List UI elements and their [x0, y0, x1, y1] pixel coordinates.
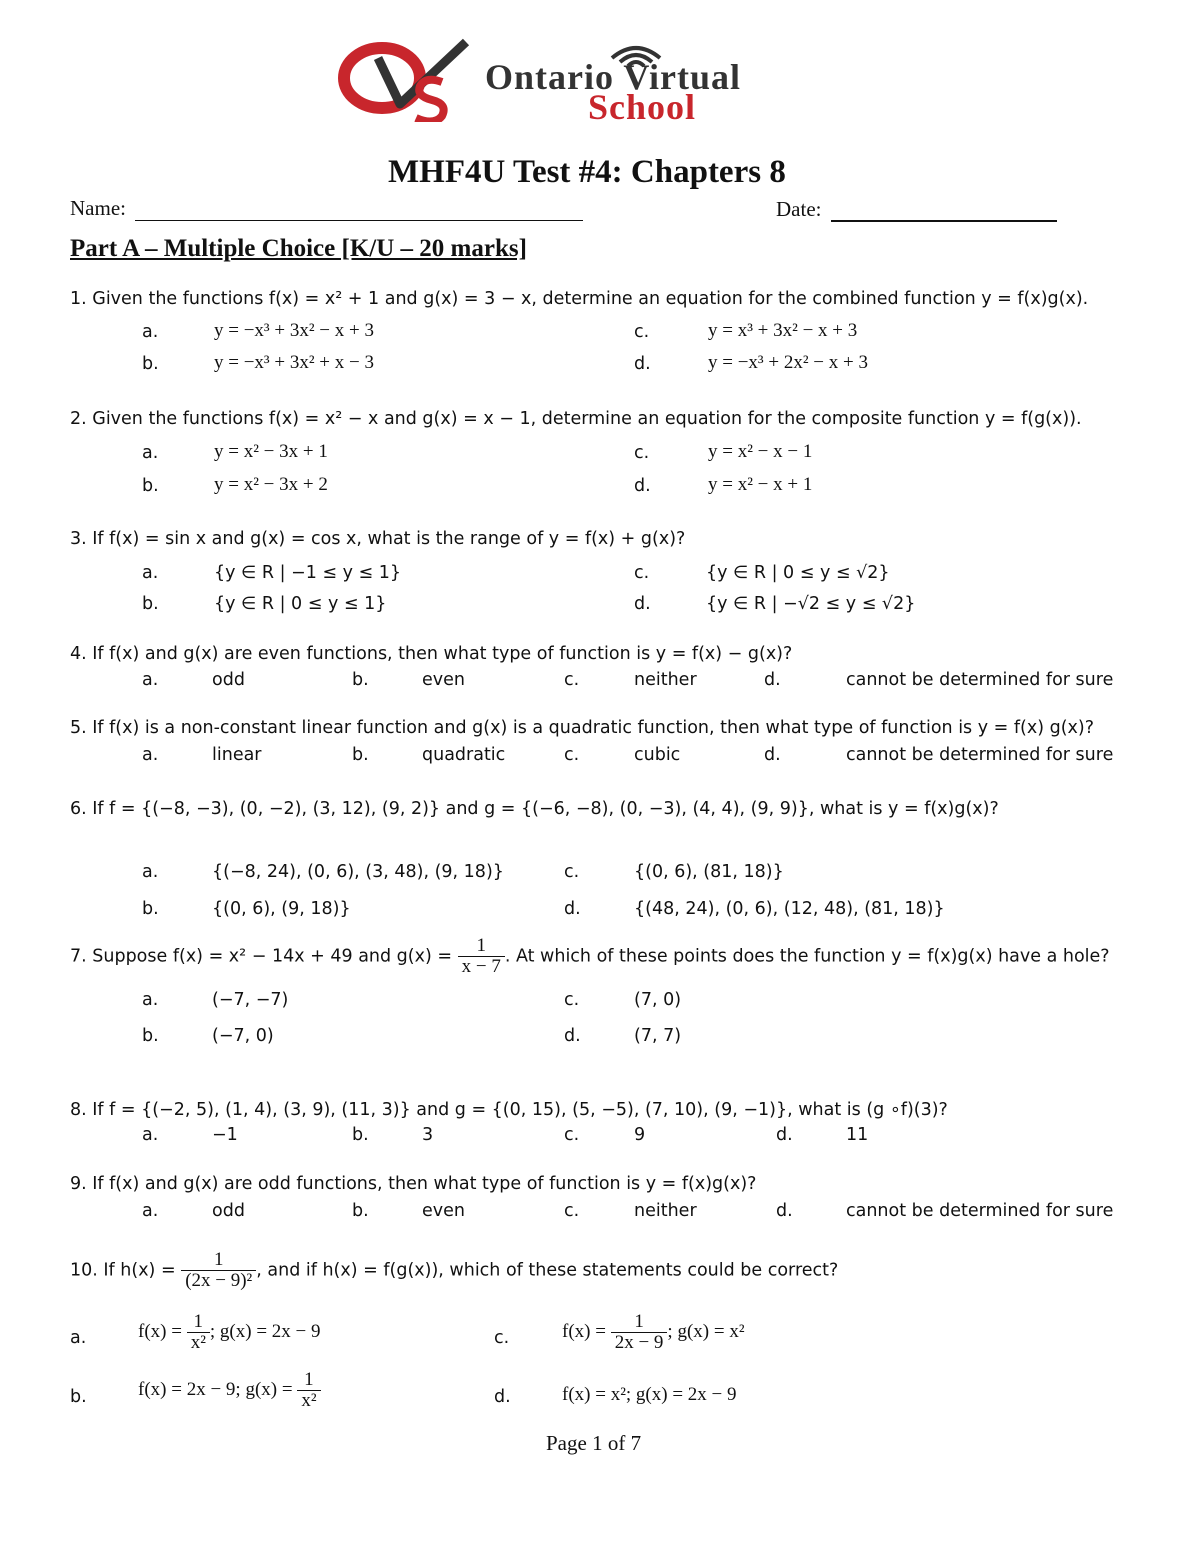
q10-letter-c: c.	[494, 1328, 510, 1348]
ovs-logo-icon	[338, 38, 478, 122]
q6-letter-d: d.	[564, 899, 581, 919]
q2-option-b[interactable]: y = x² − 3x + 2	[214, 474, 328, 495]
q7-option-c[interactable]: (7, 0)	[634, 990, 682, 1010]
q7-letter-a: a.	[142, 990, 159, 1010]
date-line	[831, 195, 1057, 222]
q4-option-a[interactable]: odd	[212, 670, 245, 690]
q2-letter-b: b.	[142, 476, 159, 496]
q5-option-d[interactable]: cannot be determined for sure	[846, 745, 1114, 765]
name-field[interactable]	[70, 195, 583, 221]
date-field[interactable]	[776, 195, 1057, 222]
question-1-stem: 1. Given the functions f(x) = x² + 1 and g(x) = 3 − x, determine an equation for the combined function y = f(x)g(x).	[70, 289, 1089, 309]
q2-option-d[interactable]: y = x² − x + 1	[708, 474, 813, 495]
q8-option-d[interactable]: 11	[846, 1125, 869, 1145]
q8-option-a[interactable]: −1	[212, 1125, 238, 1145]
q10-c-post: ; g(x) = x²	[667, 1320, 745, 1342]
q5-option-c[interactable]: cubic	[634, 745, 681, 765]
name-line	[135, 195, 583, 221]
q8-option-c[interactable]: 9	[634, 1125, 646, 1145]
q6-letter-a: a.	[142, 862, 159, 882]
q7-fraction-den: x − 7	[458, 956, 505, 977]
question-8-stem: 8. If f = {(−2, 5), (1, 4), (3, 9), (11, 3)} and g = {(0, 15), (5, −5), (7, 10), (9, −1)}, what is (g ∘f)(3)?	[70, 1100, 948, 1120]
question-10-stem	[70, 1250, 838, 1291]
part-a-heading: Part A – Multiple Choice [K/U – 20 marks]	[70, 235, 527, 262]
q10-option-b[interactable]	[138, 1370, 321, 1411]
q5-letter-d: d.	[764, 745, 781, 765]
q3-letter-b: b.	[142, 594, 159, 614]
question-5-stem: 5. If f(x) is a non-constant linear function and g(x) is a quadratic function, then what type of function is y = f(x) g(x)?	[70, 718, 1095, 738]
q6-option-c[interactable]: {(0, 6), (81, 18)}	[634, 862, 784, 882]
q9-option-b[interactable]: even	[422, 1201, 465, 1221]
q7-letter-d: d.	[564, 1026, 581, 1046]
question-9-stem: 9. If f(x) and g(x) are odd functions, then what type of function is y = f(x)g(x)?	[70, 1174, 757, 1194]
q10-stem-pre: 10. If h(x) =	[70, 1260, 176, 1281]
q3-option-c[interactable]: {y ∈ R | 0 ≤ y ≤ √2}	[706, 563, 890, 583]
q10-c-fraction	[611, 1312, 668, 1353]
q7-stem-post: . At which of these points does the function y = f(x)g(x) have a hole?	[504, 946, 1110, 967]
logo-line2: School	[588, 87, 697, 127]
q5-letter-a: a.	[142, 745, 159, 765]
q8-letter-d: d.	[776, 1125, 793, 1145]
q10-letter-d: d.	[494, 1387, 511, 1407]
question-6-stem: 6. If f = {(−8, −3), (0, −2), (3, 12), (9, 2)} and g = {(−6, −8), (0, −3), (4, 4), (9, 9)}, what is y = f(x)g(x)?	[70, 799, 999, 819]
q10-b-den: x²	[297, 1390, 320, 1411]
q2-option-c[interactable]: y = x² − x − 1	[708, 441, 813, 462]
q3-letter-d: d.	[634, 594, 651, 614]
q5-option-b[interactable]: quadratic	[422, 745, 506, 765]
q6-letter-c: c.	[564, 862, 580, 882]
q10-a-pre: f(x) =	[138, 1320, 182, 1342]
q6-letter-b: b.	[142, 899, 159, 919]
q10-c-den: 2x − 9	[611, 1332, 668, 1353]
q5-letter-b: b.	[352, 745, 369, 765]
q1-option-b[interactable]: y = −x³ + 3x² + x − 3	[214, 352, 374, 373]
q8-letter-b: b.	[352, 1125, 369, 1145]
q7-fraction	[458, 936, 505, 977]
q1-letter-c: c.	[634, 322, 650, 342]
q1-letter-a: a.	[142, 322, 159, 342]
q3-option-b[interactable]: {y ∈ R | 0 ≤ y ≤ 1}	[214, 594, 387, 614]
q1-letter-d: d.	[634, 354, 651, 374]
q7-option-d[interactable]: (7, 7)	[634, 1026, 682, 1046]
q5-option-a[interactable]: linear	[212, 745, 262, 765]
q6-option-a[interactable]: {(−8, 24), (0, 6), (3, 48), (9, 18)}	[212, 862, 504, 882]
q3-letter-c: c.	[634, 563, 650, 583]
q4-option-d[interactable]: cannot be determined for sure	[846, 670, 1114, 690]
page-title: MHF4U Test #4: Chapters 8	[388, 154, 786, 190]
q3-letter-a: a.	[142, 563, 159, 583]
q7-option-a[interactable]: (−7, −7)	[212, 990, 289, 1010]
q10-option-d[interactable]: f(x) = x²; g(x) = 2x − 9	[562, 1384, 737, 1405]
q5-letter-c: c.	[564, 745, 580, 765]
q1-option-d[interactable]: y = −x³ + 2x² − x + 3	[708, 352, 868, 373]
q4-letter-a: a.	[142, 670, 159, 690]
q10-a-num: 1	[193, 1311, 204, 1332]
q9-option-a[interactable]: odd	[212, 1201, 245, 1221]
q7-fraction-num: 1	[476, 935, 486, 956]
question-7-stem	[70, 936, 1110, 977]
name-label: Name:	[70, 196, 126, 220]
q3-option-a[interactable]: {y ∈ R | −1 ≤ y ≤ 1}	[214, 563, 402, 583]
q2-letter-c: c.	[634, 443, 650, 463]
q9-letter-a: a.	[142, 1201, 159, 1221]
q8-option-b[interactable]: 3	[422, 1125, 434, 1145]
q2-letter-a: a.	[142, 443, 159, 463]
page-number: Page 1 of 7	[546, 1431, 642, 1455]
q4-letter-b: b.	[352, 670, 369, 690]
q4-letter-d: d.	[764, 670, 781, 690]
q10-a-post: ; g(x) = 2x − 9	[209, 1320, 321, 1342]
q10-b-num: 1	[304, 1369, 314, 1390]
q9-letter-b: b.	[352, 1201, 369, 1221]
q7-letter-b: b.	[142, 1026, 159, 1046]
q10-c-pre: f(x) =	[562, 1320, 606, 1342]
q10-b-fraction	[297, 1370, 320, 1411]
q10-c-num: 1	[634, 1311, 644, 1332]
q10-stem-post: , and if h(x) = f(g(x)), which of these statements could be correct?	[256, 1260, 839, 1281]
q10-a-den: x²	[187, 1332, 210, 1353]
q10-fraction	[181, 1250, 256, 1291]
question-3-stem: 3. If f(x) = sin x and g(x) = cos x, what is the range of y = f(x) + g(x)?	[70, 529, 686, 549]
q1-letter-b: b.	[142, 354, 159, 374]
q10-letter-b: b.	[70, 1387, 87, 1407]
question-2-stem: 2. Given the functions f(x) = x² − x and g(x) = x − 1, determine an equation for the composite function y = f(g(x)).	[70, 409, 1082, 429]
q3-option-d[interactable]: {y ∈ R | −√2 ≤ y ≤ √2}	[706, 594, 916, 614]
q10-letter-a: a.	[70, 1328, 87, 1348]
logo-line1: Ontario Virtual	[485, 57, 741, 97]
q2-letter-d: d.	[634, 476, 651, 496]
q1-option-c[interactable]: y = x³ + 3x² − x + 3	[708, 320, 858, 341]
q10-option-a[interactable]	[138, 1312, 321, 1353]
q10-a-fraction	[187, 1312, 210, 1353]
q9-letter-d: d.	[776, 1201, 793, 1221]
q6-option-b[interactable]: {(0, 6), (9, 18)}	[212, 899, 351, 919]
q10-fraction-den: (2x − 9)²	[181, 1270, 256, 1291]
q4-letter-c: c.	[564, 670, 580, 690]
q6-option-d[interactable]: {(48, 24), (0, 6), (12, 48), (81, 18)}	[634, 899, 945, 919]
q7-letter-c: c.	[564, 990, 580, 1010]
q10-fraction-num: 1	[213, 1249, 224, 1270]
q1-option-a[interactable]: y = −x³ + 3x² − x + 3	[214, 320, 374, 341]
q4-option-c[interactable]: neither	[634, 670, 697, 690]
q9-option-c[interactable]: neither	[634, 1201, 697, 1221]
date-label: Date:	[776, 197, 822, 221]
q7-stem-pre: 7. Suppose f(x) = x² − 14x + 49 and g(x) =	[70, 946, 453, 967]
logo	[338, 38, 868, 127]
q4-option-b[interactable]: even	[422, 670, 465, 690]
q9-option-d[interactable]: cannot be determined for sure	[846, 1201, 1114, 1221]
question-4-stem: 4. If f(x) and g(x) are even functions, then what type of function is y = f(x) − g(x)?	[70, 644, 793, 664]
q2-option-a[interactable]: y = x² − 3x + 1	[214, 441, 328, 462]
q10-b-pre: f(x) = 2x − 9; g(x) =	[138, 1378, 293, 1400]
q9-letter-c: c.	[564, 1201, 580, 1221]
q7-option-b[interactable]: (−7, 0)	[212, 1026, 274, 1046]
q10-option-c[interactable]	[562, 1312, 745, 1353]
q8-letter-a: a.	[142, 1125, 159, 1145]
q8-letter-c: c.	[564, 1125, 580, 1145]
